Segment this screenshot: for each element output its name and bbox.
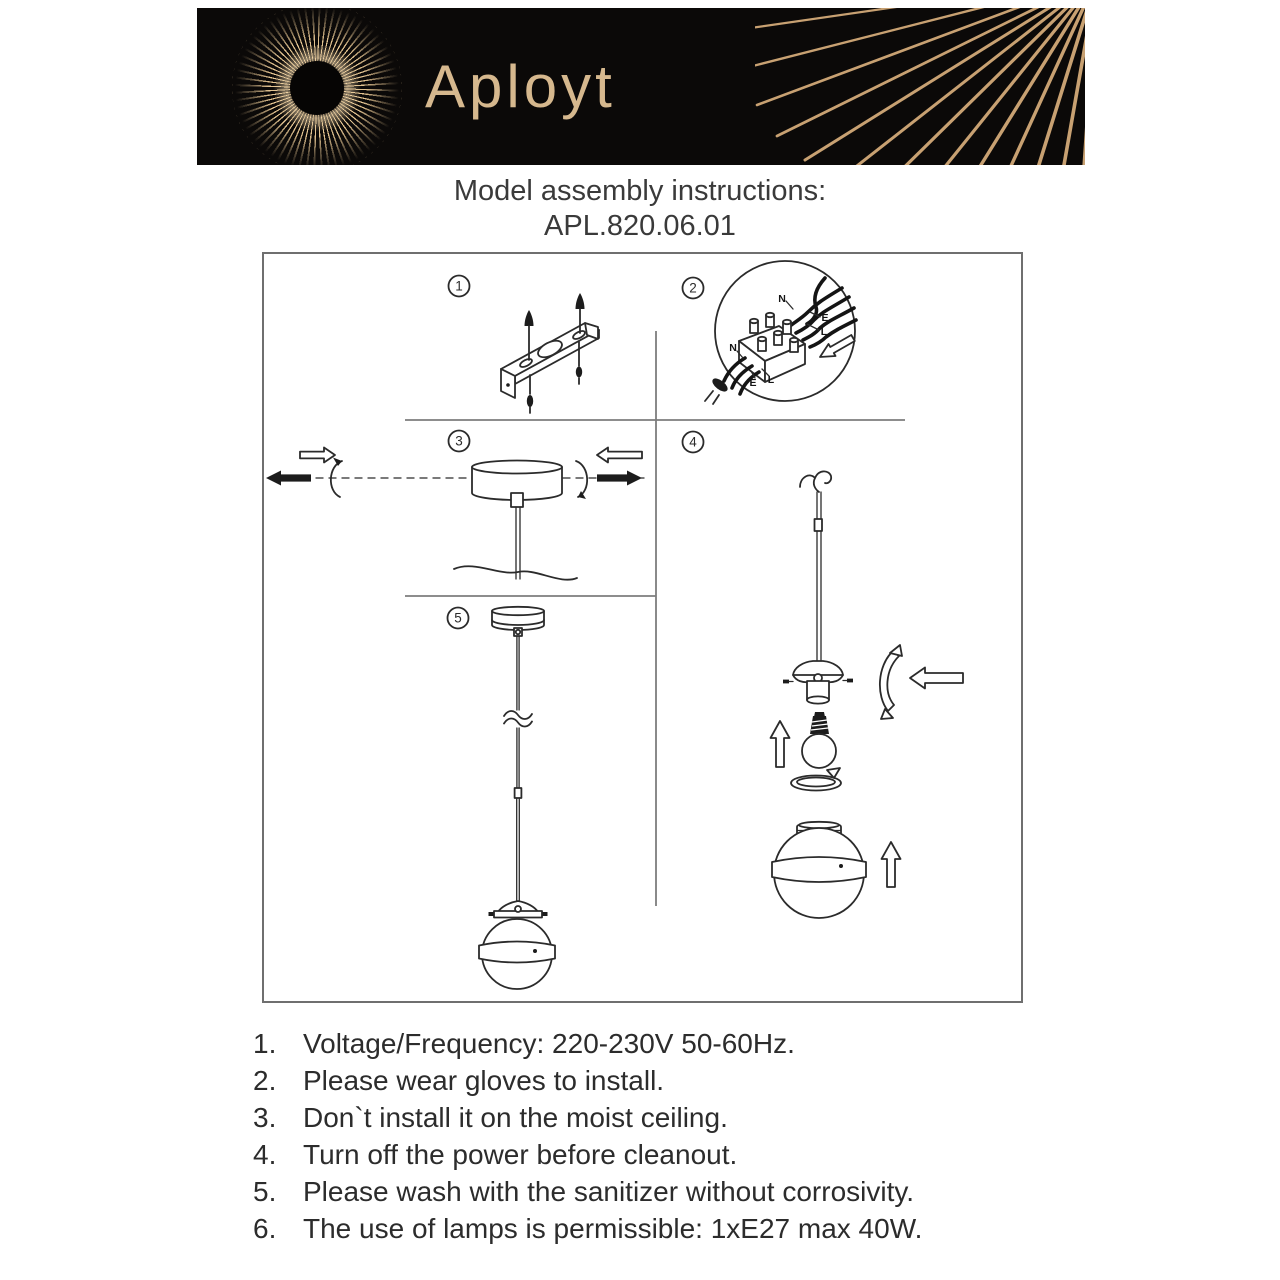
brand-banner	[197, 8, 1085, 165]
wire-label-n-in: N	[778, 293, 786, 305]
step3-number: 3	[455, 433, 463, 449]
step5-badge	[448, 608, 469, 629]
step4-badge	[683, 432, 704, 453]
step5-assembled-pendant-drawing	[479, 607, 555, 989]
item-number: 5.	[253, 1176, 277, 1207]
item-text: The use of lamps is permissible: 1xE27 max 40W.	[303, 1213, 923, 1244]
step1-bracket-drawing	[501, 293, 599, 413]
item-text: Turn off the power before cleanout.	[303, 1139, 738, 1170]
step1-number: 1	[455, 278, 463, 294]
item-number: 4.	[253, 1139, 277, 1170]
item-number: 6.	[253, 1213, 277, 1244]
wire-label-e-in: E	[821, 312, 829, 324]
item-text: Don`t install it on the moist ceiling.	[303, 1102, 728, 1133]
instruction-item	[253, 1062, 1073, 1099]
instruction-item	[253, 1210, 1073, 1247]
step2-wiring-drawing	[705, 261, 856, 404]
item-text: Please wash with the sanitizer without corrosivity.	[303, 1176, 915, 1207]
instruction-item	[253, 1099, 1073, 1136]
instruction-item	[253, 1136, 1073, 1173]
step3-badge	[449, 431, 470, 452]
instruction-list	[253, 1025, 1073, 1247]
instruction-item	[253, 1025, 1073, 1062]
model-number: APL.820.06.01	[544, 210, 736, 242]
item-text: Please wear gloves to install.	[303, 1065, 665, 1096]
wire-label-l-in: L	[820, 326, 828, 338]
item-number: 3.	[253, 1102, 277, 1133]
wire-label-n-out: N	[729, 342, 737, 354]
corner-rays-decoration	[755, 8, 1085, 165]
brand-name: Aployt	[425, 53, 616, 120]
page-title: Model assembly instructions:	[453, 175, 827, 207]
panel-divider-lines	[405, 331, 905, 906]
assembly-diagram	[262, 252, 1023, 1003]
step5-number: 5	[454, 610, 462, 626]
step4-socket-bulb-shade-drawing	[771, 471, 964, 918]
step2-number: 2	[689, 280, 697, 296]
wire-label-e-out: E	[749, 377, 757, 389]
title-block	[0, 174, 1280, 244]
step1-badge	[449, 276, 470, 297]
item-number: 2.	[253, 1065, 277, 1096]
item-number: 1.	[253, 1028, 277, 1059]
wire-label-l-out: L	[767, 374, 775, 386]
item-text: Voltage/Frequency: 220-230V 50-60Hz.	[303, 1028, 795, 1059]
step2-badge	[683, 278, 704, 299]
step4-number: 4	[689, 434, 697, 450]
sunburst-core	[290, 61, 344, 115]
step3-canopy-drawing	[266, 448, 644, 580]
instruction-item	[253, 1173, 1073, 1210]
